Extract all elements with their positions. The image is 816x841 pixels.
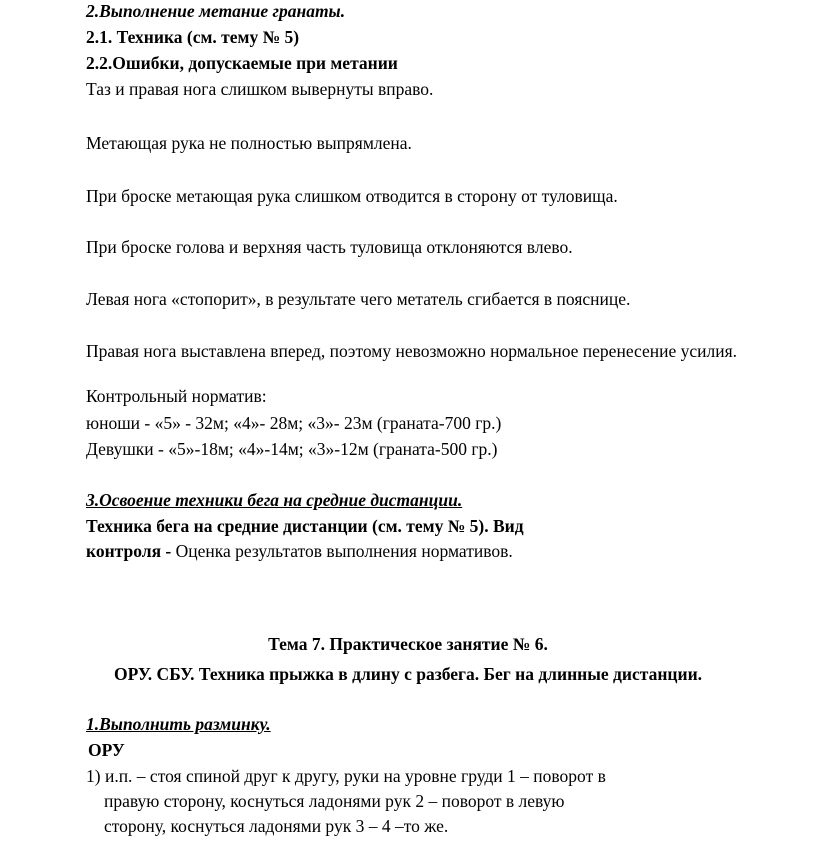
error-item: При броске метающая рука слишком отводится в сторону от туловища. bbox=[86, 186, 618, 206]
warmup-item-1-cont: правую сторону, коснуться ладонями рук 2 – поворот в левую bbox=[104, 791, 565, 811]
warmup-item-1-cont: сторону, коснуться ладонями рук 3 – 4 –то же. bbox=[104, 816, 449, 836]
control-label: контроля - bbox=[86, 541, 176, 561]
error-item: Левая нога «стопорит», в результате чего метатель сгибается в пояснице. bbox=[86, 289, 631, 309]
control-line bbox=[86, 540, 513, 562]
warmup-item-1: 1) и.п. – стоя спиной друг к другу, руки на уровне груди 1 – поворот в bbox=[86, 766, 606, 786]
norm-girls: Девушки - «5»-18м; «4»-14м; «3»-12м (граната-500 гр.) bbox=[86, 439, 498, 459]
oru-heading: ОРУ bbox=[88, 740, 125, 760]
section-3-title: 3.Освоение техники бега на средние дистанции. bbox=[86, 490, 463, 510]
norm-boys: юноши - «5» - 32м; «4»- 28м; «3»- 23м (граната-700 гр.) bbox=[86, 413, 502, 433]
section-2-2-heading: 2.2.Ошибки, допускаемые при метании bbox=[86, 53, 398, 73]
error-item: Таз и правая нога слишком вывернуты вправо. bbox=[86, 79, 434, 99]
topic-7-subtitle: ОРУ. СБУ. Техника прыжка в длину с разбега. Бег на длинные дистанции. bbox=[113, 664, 703, 684]
warmup-title: 1.Выполнить разминку. bbox=[86, 714, 271, 734]
section-2-1-heading: 2.1. Техника (см. тему № 5) bbox=[86, 27, 300, 47]
section-2-title: 2.Выполнение метание гранаты. bbox=[86, 1, 346, 21]
error-item: Правая нога выставлена вперед, поэтому невозможно нормальное перенесение усилия. bbox=[86, 341, 738, 361]
section-3-technique: Техника бега на средние дистанции (см. тему № 5). Вид bbox=[86, 516, 524, 536]
control-text: Оценка результатов выполнения нормативов. bbox=[175, 541, 513, 561]
topic-7-title: Тема 7. Практическое занятие № 6. bbox=[268, 634, 548, 654]
norm-title: Контрольный норматив: bbox=[86, 386, 267, 406]
error-item: Метающая рука не полностью выпрямлена. bbox=[86, 133, 412, 153]
error-item: При броске голова и верхняя часть туловища отклоняются влево. bbox=[86, 237, 573, 257]
